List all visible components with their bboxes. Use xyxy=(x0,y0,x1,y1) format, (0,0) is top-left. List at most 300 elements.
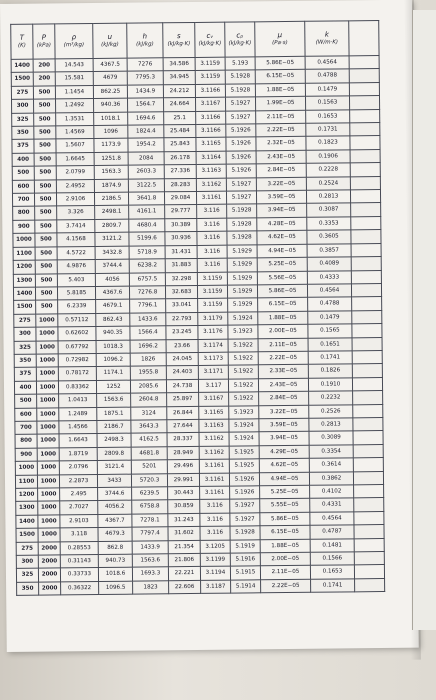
column-header xyxy=(11,24,33,59)
table-cell: 2186.5 xyxy=(94,192,128,206)
table-cell: 0.1653 xyxy=(310,565,354,579)
table-cell: 6239.5 xyxy=(132,487,168,501)
table-cell: 600 xyxy=(12,180,34,194)
table-cell: 1018.6 xyxy=(98,568,132,582)
table-cell: 15.581 xyxy=(55,72,93,86)
table-cell: 1400 xyxy=(16,515,38,529)
table-cell xyxy=(353,471,383,485)
table-cell: 500 xyxy=(12,166,34,180)
table-cell: 5.1927 xyxy=(225,97,255,111)
column-unit: (m³/kg) xyxy=(63,42,85,49)
table-cell: 5.1926 xyxy=(226,124,256,138)
table-cell: 34.586 xyxy=(163,57,195,71)
table-cell xyxy=(351,203,381,217)
table-cell: 2.84E−05 xyxy=(256,164,306,178)
table-cell: 26.178 xyxy=(164,151,196,165)
table-cell: 3.116 xyxy=(200,526,230,540)
table-cell: 5.1926 xyxy=(230,486,260,500)
table-cell: 2.22E−05 xyxy=(256,123,306,137)
table-cell: 3.1161 xyxy=(199,473,229,487)
table-cell xyxy=(351,257,381,271)
table-cell: 0.4787 xyxy=(310,525,354,539)
table-cell xyxy=(350,149,380,163)
table-cell: 3.1165 xyxy=(199,406,229,420)
table-cell xyxy=(350,190,380,204)
table-cell: 2000 xyxy=(39,582,61,596)
table-cell xyxy=(351,270,381,284)
table-cell: 1000 xyxy=(36,367,58,381)
table-cell: 3.1163 xyxy=(199,419,229,433)
column-header xyxy=(255,21,305,57)
table-cell: 500 xyxy=(34,126,56,140)
table-cell: 3.326 xyxy=(57,206,95,220)
table-cell: 500 xyxy=(36,300,58,314)
table-cell: 1.2489 xyxy=(59,407,97,421)
table-cell: 0.4331 xyxy=(310,498,354,512)
table-cell: 0.1741 xyxy=(311,579,355,593)
table-cell: 5.1923 xyxy=(228,325,258,339)
table-cell: 500 xyxy=(33,86,55,100)
table-cell: 500 xyxy=(34,99,56,113)
column-symbol: cₚ xyxy=(236,31,244,40)
table-cell: 5.1927 xyxy=(226,177,256,191)
table-cell: 3.1164 xyxy=(196,151,226,165)
table-cell: 300 xyxy=(16,555,38,569)
table-cell: 350 xyxy=(17,582,39,596)
table-cell: 1563.3 xyxy=(94,165,128,179)
column-unit: (K) xyxy=(17,42,26,49)
table-cell: 1000 xyxy=(37,407,59,421)
table-cell: 7278.1 xyxy=(132,514,168,528)
table-cell: 3641.8 xyxy=(128,192,164,206)
table-cell: 0.1479 xyxy=(308,311,352,325)
table-cell: 1018.3 xyxy=(96,340,130,354)
table-cell: 3.1162 xyxy=(196,178,226,192)
table-cell: 1563.6 xyxy=(97,393,131,407)
table-cell: 3.1179 xyxy=(198,312,228,326)
table-cell: 0.2232 xyxy=(309,391,353,405)
table-cell: 3.116 xyxy=(200,500,230,514)
column-symbol: cᵥ xyxy=(206,31,214,40)
table-cell: 31.883 xyxy=(165,259,197,273)
table-cell: 4.5722 xyxy=(57,246,95,260)
table-cell: 900 xyxy=(15,448,37,462)
table-cell: 31.243 xyxy=(168,513,200,527)
table-cell: 27.336 xyxy=(164,165,196,179)
table-cell: 3432.8 xyxy=(95,246,129,260)
table-cell xyxy=(350,163,380,177)
table-cell: 3.7414 xyxy=(57,219,95,233)
table-cell: 28.337 xyxy=(167,433,199,447)
table-cell: 23.245 xyxy=(166,326,198,340)
table-cell: 5.1928 xyxy=(227,231,257,245)
table-cell: 0.4788 xyxy=(308,297,352,311)
table-cell: 31.431 xyxy=(165,245,197,259)
table-cell: 3744.4 xyxy=(95,259,129,273)
table-cell: 0.3087 xyxy=(307,203,351,217)
table-cell: 3.1171 xyxy=(198,365,228,379)
table-cell: 0.78172 xyxy=(58,367,96,381)
table-cell: 4056 xyxy=(95,273,129,287)
column-symbol: P xyxy=(41,33,47,42)
table-cell: 3.1162 xyxy=(199,433,229,447)
table-cell: 5.1922 xyxy=(228,379,258,393)
table-cell xyxy=(350,109,380,123)
table-cell: 2000 xyxy=(38,555,60,569)
table-cell: 33.041 xyxy=(166,299,198,313)
table-cell: 6758.8 xyxy=(132,500,168,514)
table-cell xyxy=(354,538,384,552)
table-cell: 1433.6 xyxy=(130,313,166,327)
table-cell: 1874.9 xyxy=(94,179,128,193)
column-unit: (W/m·K) xyxy=(315,39,339,46)
table-cell: 1.6645 xyxy=(56,152,94,166)
table-cell xyxy=(353,444,383,458)
table-cell: 0.2524 xyxy=(306,176,350,190)
table-cell: 5.1926 xyxy=(226,151,256,165)
table-cell: 940.73 xyxy=(98,554,132,568)
table-cell: 24.212 xyxy=(163,84,195,98)
table-cell: 325 xyxy=(12,113,34,127)
table-cell: 1563.6 xyxy=(132,554,168,568)
table-cell: 0.4089 xyxy=(307,257,351,271)
table-cell: 325 xyxy=(14,341,36,355)
table-cell: 5.1914 xyxy=(231,580,261,594)
table-cell: 2.495 xyxy=(60,488,98,502)
table-cell: 500 xyxy=(35,260,57,274)
table-cell: 2809.7 xyxy=(95,219,129,233)
column-header xyxy=(349,21,379,56)
table-cell: 500 xyxy=(34,180,56,194)
table-cell: 3.1159 xyxy=(197,285,227,299)
table-cell: 6757.5 xyxy=(129,272,165,286)
table-cell: 22.793 xyxy=(166,312,198,326)
table-cell xyxy=(354,525,384,539)
table-cell: 2000 xyxy=(38,542,60,556)
table-cell xyxy=(353,458,383,472)
table-cell xyxy=(349,82,379,96)
table-cell: 29.084 xyxy=(164,192,196,206)
table-cell: 30.859 xyxy=(168,500,200,514)
table-cell xyxy=(352,377,382,391)
table-cell: 7795.3 xyxy=(127,71,163,85)
table-cell: 25.1 xyxy=(164,111,196,125)
table-cell xyxy=(352,324,382,338)
table-cell: 26.844 xyxy=(167,406,199,420)
table-cell: 4.94E−05 xyxy=(257,244,307,258)
table-cell: 2498.3 xyxy=(97,434,131,448)
table-cell xyxy=(352,364,382,378)
table-cell: 1200 xyxy=(13,260,35,274)
table-cell: 1000 xyxy=(38,501,60,515)
table-cell xyxy=(352,337,382,351)
table-cell: 1300 xyxy=(13,274,35,288)
table-cell: 275 xyxy=(11,86,33,100)
table-cell: 1000 xyxy=(37,434,59,448)
table-cell: 14.543 xyxy=(55,59,93,73)
table-cell: 2.9103 xyxy=(60,514,98,528)
table-cell: 0.4564 xyxy=(310,512,354,526)
column-unit: (kJ/kg·K) xyxy=(198,40,222,47)
table-cell xyxy=(349,69,379,83)
table-cell: 4679 xyxy=(93,72,127,86)
table-cell: 3.1167 xyxy=(195,97,225,111)
table-cell: 7276 xyxy=(127,58,163,72)
table-cell: 2.22E−05 xyxy=(261,579,311,593)
table-cell xyxy=(355,578,385,592)
column-unit: (kJ/kg) xyxy=(136,41,154,48)
table-cell: 1.2492 xyxy=(55,99,93,113)
table-cell: 29.496 xyxy=(167,460,199,474)
table-cell: 1.5607 xyxy=(56,139,94,153)
table-cell: 4.28E−05 xyxy=(257,217,307,231)
table-cell: 3.1176 xyxy=(198,325,228,339)
table-cell: 4056.2 xyxy=(98,501,132,515)
table-cell: 0.1651 xyxy=(308,337,352,351)
table-cell: 2.0799 xyxy=(56,166,94,180)
table-cell: 1.4566 xyxy=(59,420,97,434)
table-cell: 3.1162 xyxy=(199,446,229,460)
table-cell: 1400 xyxy=(11,59,33,73)
table-cell: 3433 xyxy=(97,474,131,488)
table-cell: 0.4564 xyxy=(307,284,351,298)
table-cell: 1000 xyxy=(38,528,60,542)
table-cell: 1000 xyxy=(36,314,58,328)
table-cell: 0.3605 xyxy=(307,230,351,244)
table-cell: 800 xyxy=(15,435,37,449)
table-cell: 3.94E−05 xyxy=(257,204,307,218)
table-cell: 1400 xyxy=(13,287,35,301)
table-cell: 3.118 xyxy=(60,528,98,542)
table-cell: 5.1924 xyxy=(229,432,259,446)
table-cell: 4.9876 xyxy=(57,260,95,274)
table-cell: 5.8185 xyxy=(57,286,95,300)
table-cell: 200 xyxy=(33,72,55,86)
table-cell: 0.3354 xyxy=(309,445,353,459)
table-cell: 5.1928 xyxy=(227,218,257,232)
table-cell: 3.1165 xyxy=(196,138,226,152)
table-cell xyxy=(351,230,381,244)
column-unit: (kJ/kg·K) xyxy=(167,41,191,48)
table-cell: 2.00E−05 xyxy=(260,552,310,566)
table-cell: 1300 xyxy=(16,502,38,516)
table-cell: 0.57112 xyxy=(58,313,96,327)
table-cell: 31.602 xyxy=(168,527,200,541)
table-cell: 5.1924 xyxy=(228,312,258,326)
table-cell: 32.298 xyxy=(165,272,197,286)
table-cell xyxy=(354,565,384,579)
table-cell: 1000 xyxy=(15,461,37,475)
table-cell: 5199.6 xyxy=(129,232,165,246)
table-cell: 5.25E−05 xyxy=(260,485,310,499)
table-cell: 500 xyxy=(34,153,56,167)
table-cell: 0.1906 xyxy=(306,150,350,164)
table-cell: 24.403 xyxy=(166,366,198,380)
column-unit: (Pa·s) xyxy=(272,39,288,47)
table-cell: 3.1161 xyxy=(200,486,230,500)
table-cell xyxy=(353,404,383,418)
column-header xyxy=(195,22,225,57)
table-cell: 1000 xyxy=(38,488,60,502)
table-cell: 3.1187 xyxy=(201,580,231,594)
table-cell: 5.1927 xyxy=(226,110,256,124)
table-cell: 700 xyxy=(12,193,34,207)
table-cell xyxy=(353,417,383,431)
table-cell: 4162.5 xyxy=(131,433,167,447)
table-cell: 0.72982 xyxy=(58,353,96,367)
table-cell: 6.15E−05 xyxy=(255,70,305,84)
table-cell: 700 xyxy=(15,421,37,435)
table-cell: 21.806 xyxy=(168,553,200,567)
table-cell: 2186.7 xyxy=(97,420,131,434)
table-cell: 1096 xyxy=(94,125,128,139)
table-cell: 4.29E−05 xyxy=(259,445,309,459)
table-cell: 0.62602 xyxy=(58,327,96,341)
table-cell xyxy=(354,485,384,499)
table-cell: 5201 xyxy=(131,460,167,474)
table-cell: 0.4564 xyxy=(305,56,349,70)
table-header-row xyxy=(11,21,379,60)
table-cell: 4.62E−05 xyxy=(257,231,307,245)
table-cell: 1100 xyxy=(15,475,37,489)
table-cell: 5.1928 xyxy=(225,84,255,98)
table-cell: 3643.3 xyxy=(131,420,167,434)
table-cell: 4367.7 xyxy=(98,514,132,528)
column-header xyxy=(93,23,127,58)
column-unit: (kJ/kg·K) xyxy=(228,40,252,47)
table-cell xyxy=(354,511,384,525)
table-cell: 5.1916 xyxy=(230,553,260,567)
table-cell: 0.3614 xyxy=(309,458,353,472)
table-cell: 1018.1 xyxy=(94,112,128,126)
column-symbol: μ xyxy=(277,31,283,40)
table-cell: 1.88E−05 xyxy=(260,539,310,553)
table-cell: 1173.9 xyxy=(94,139,128,153)
table-cell: 375 xyxy=(12,140,34,154)
table-cell: 5.56E−05 xyxy=(257,271,307,285)
table-cell: 3.1166 xyxy=(195,84,225,98)
table-cell xyxy=(351,283,381,297)
table-cell: 3.1166 xyxy=(196,124,226,138)
table-cell: 1875.1 xyxy=(97,407,131,421)
table-cell: 3.1159 xyxy=(198,298,228,312)
table-cell: 5.1929 xyxy=(227,285,257,299)
table-cell: 0.3862 xyxy=(309,471,353,485)
column-symbol: u xyxy=(107,32,113,41)
table-cell: 0.3353 xyxy=(307,217,351,231)
table-cell xyxy=(350,136,380,150)
table-cell: 1955.8 xyxy=(130,366,166,380)
table-cell: 4679.1 xyxy=(96,299,130,313)
table-cell: 275 xyxy=(16,542,38,556)
table-cell: 24.738 xyxy=(166,379,198,393)
table-cell: 2.11E−05 xyxy=(258,338,308,352)
table-cell: 1.0413 xyxy=(59,394,97,408)
table-cell: 3.1163 xyxy=(196,164,226,178)
table-cell: 5.1927 xyxy=(226,191,256,205)
table-cell: 2809.8 xyxy=(97,447,131,461)
table-cell: 2084 xyxy=(128,152,164,166)
table-cell: 325 xyxy=(16,569,38,583)
table-cell: 25.484 xyxy=(164,124,196,138)
table-cell xyxy=(352,310,382,324)
table-cell: 4367.6 xyxy=(95,286,129,300)
table-cell: 900 xyxy=(13,220,35,234)
table-cell: 3.1194 xyxy=(200,567,230,581)
table-cell: 300 xyxy=(12,99,34,113)
table-cell: 3.59E−05 xyxy=(256,190,306,204)
column-symbol: h xyxy=(142,32,148,41)
table-cell xyxy=(352,297,382,311)
table-cell: 0.83362 xyxy=(58,380,96,394)
table-cell: 5718.9 xyxy=(129,245,165,259)
table-cell xyxy=(354,498,384,512)
table-cell: 1200 xyxy=(16,488,38,502)
adjacent-page-edge xyxy=(412,10,436,630)
table-cell: 5.1929 xyxy=(227,258,257,272)
table-cell: 5.1923 xyxy=(229,405,259,419)
table-cell: 7276.8 xyxy=(129,286,165,300)
table-cell: 2.4952 xyxy=(56,179,94,193)
table-cell: 862.43 xyxy=(96,313,130,327)
table-cell: 0.1566 xyxy=(310,552,354,566)
table-cell: 1433.9 xyxy=(132,540,168,554)
table-cell: 5.1925 xyxy=(229,459,259,473)
table-cell: 29.991 xyxy=(167,473,199,487)
table-cell: 3.1159 xyxy=(195,71,225,85)
table-cell: 5.1929 xyxy=(228,298,258,312)
table-cell: 3.1199 xyxy=(200,553,230,567)
table-cell: 3122.5 xyxy=(128,178,164,192)
table-cell: 375 xyxy=(14,367,36,381)
table-cell: 500 xyxy=(35,206,57,220)
table-cell: 2.22E−05 xyxy=(258,351,308,365)
column-header xyxy=(225,22,255,57)
table-cell: 300 xyxy=(14,327,36,341)
table-cell: 2604.8 xyxy=(131,393,167,407)
table-cell: 500 xyxy=(35,233,57,247)
table-cell: 500 xyxy=(34,193,56,207)
table-cell: 5.1919 xyxy=(230,539,260,553)
table-cell: 1693.3 xyxy=(132,567,168,581)
table-cell: 24.045 xyxy=(166,352,198,366)
table-cell: 2.11E−05 xyxy=(256,110,306,124)
table-cell: 5.1924 xyxy=(229,419,259,433)
table-cell: 1954.2 xyxy=(128,138,164,152)
table-cell: 7796.1 xyxy=(130,299,166,313)
table-cell: 500 xyxy=(34,139,56,153)
table-cell: 1000 xyxy=(37,448,59,462)
table-cell: 3.1166 xyxy=(196,111,226,125)
table-cell: 1.6643 xyxy=(59,434,97,448)
table-cell: 3.59E−05 xyxy=(259,418,309,432)
table-cell xyxy=(353,431,383,445)
table-cell: 940.35 xyxy=(96,326,130,340)
table-cell: 5.86E−05 xyxy=(260,512,310,526)
column-symbol: s xyxy=(176,32,181,41)
table-cell: 5.86E−05 xyxy=(255,56,305,70)
table-cell: 0.1565 xyxy=(308,324,352,338)
table-cell: 500 xyxy=(15,394,37,408)
table-cell: 3.1173 xyxy=(198,352,228,366)
table-cell: 3.94E−05 xyxy=(259,432,309,446)
table-cell: 1252 xyxy=(96,380,130,394)
column-unit: (kJ/kg) xyxy=(101,41,119,48)
table-cell: 5.1925 xyxy=(229,446,259,460)
table-cell: 0.1653 xyxy=(306,109,350,123)
table-cell: 3.1159 xyxy=(195,57,225,71)
table-cell: 0.2526 xyxy=(309,404,353,418)
